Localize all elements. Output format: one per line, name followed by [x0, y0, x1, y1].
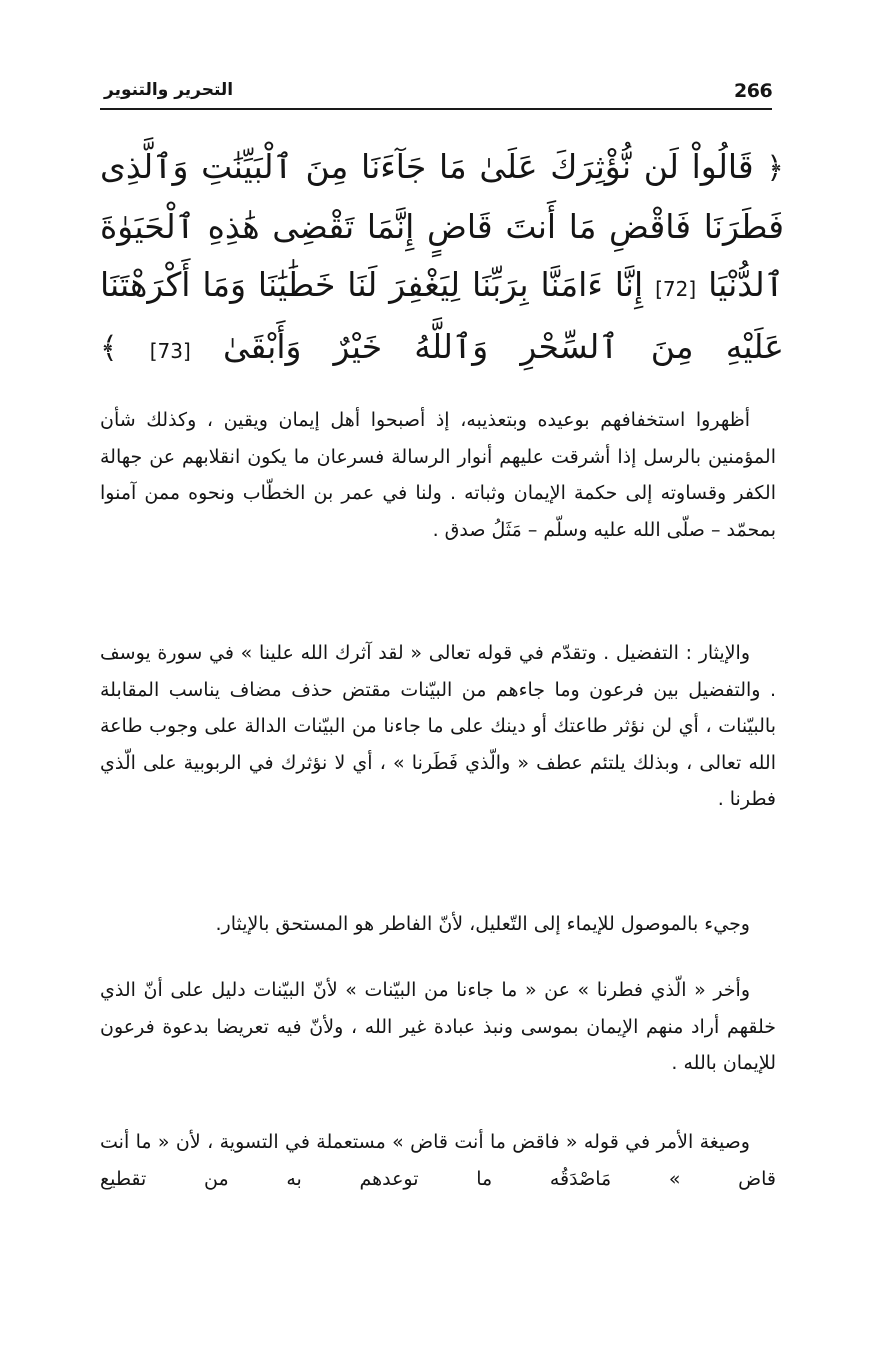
page-number: 266	[734, 80, 773, 102]
verse-close-bracket: ﴾	[100, 331, 118, 366]
paragraph-text: وصيغة الأمر في قوله « فاقض ما أنت قاض » مستعملة في التسوية ، لأن « ما أنت قاض » مَاصْدَقُه ما توعدهم به من تقطيع	[100, 1131, 776, 1190]
commentary-paragraph-5	[100, 1124, 776, 1197]
commentary-paragraph-3	[100, 906, 776, 943]
ayah-number-73: [73]	[149, 339, 191, 363]
verse-open-bracket: ﴿	[766, 151, 784, 186]
commentary-paragraph-1	[100, 402, 776, 548]
page-header	[100, 74, 772, 108]
paragraph-text: وأخر « الّذي فطرنا » عن « ما جاءنا من البيّنات » لأنّ البيّنات دليل على أنّ الذي خلقهم أراد منهم الإيمان بموسى ونبذ عبادة غير الله ، ولأنّ فيه تعريضا بدعوة فرعون للإيمان بالله .	[100, 979, 776, 1075]
paragraph-text: والإيثار : التفضيل . وتقدّم في قوله تعالى « لقد آثرك الله علينا » في سورة يوسف . والتفضيل بين فرعون وما جاءهم من البيّنات مقتض حذف مضاف يناسب المقابلة بالبيّنات ، أي لن نؤثر طاعتك أو دينك على ما جاءنا من البيّنات الدالة على وجوب طاعة الله تعالى ، وبذلك يلتئم عطف « والّذي فَطَرنا » ، أي لا نؤثرك في الربوبية على الّذي فطرنا .	[100, 642, 776, 811]
paragraph-text: أظهروا استخفافهم بوعيده وبتعذيبه، إذ أصبحوا أهل إيمان ويقين ، وكذلك شأن المؤمنين بالرسل إذا أشرقت عليهم أنوار الرسالة فسرعان ما يكون انقلابهم عن جهالة الكفر وقساوته إلى حكمة الإيمان وثباته . ولنا في عمر بن الخطّاب ونحوه ممن آمنوا بمحمّد – صلّى الله عليه وسلّم – مَثَلُ صدق .	[100, 409, 776, 541]
header-rule	[100, 108, 772, 110]
ayah-number-72: [72]	[655, 277, 697, 301]
commentary-paragraph-2	[100, 635, 776, 818]
verse-text-72: قَالُواْ لَن نُّؤْثِرَكَ عَلَىٰ مَا جَآءَنَا مِنَ ٱلْبَيِّنَٰتِ وَٱلَّذِى فَطَرَنَا فَاقْضِ مَا أَنتَ قَاضٍ إِنَّمَا تَقْضِى هَٰذِهِ ٱلْحَيَوٰةَ ٱلدُّنْيَا	[100, 147, 784, 304]
paragraph-text: وجيء بالموصول للإيماء إلى التّعليل، لأنّ الفاطر هو المستحق بالإيثار.	[215, 913, 750, 935]
quran-verse	[100, 138, 784, 380]
commentary-paragraph-4	[100, 972, 776, 1082]
book-title: التحرير والتنوير	[104, 80, 234, 100]
verse-text-73: إِنَّا ءَامَنَّا بِرَبِّنَا لِيَغْفِرَ لَنَا خَطَٰيَٰنَا وَمَا أَكْرَهْتَنَا عَلَيْهِ مِنَ ٱلسِّحْرِ وَٱللَّهُ خَيْرٌ وَأَبْقَىٰ	[100, 265, 784, 366]
